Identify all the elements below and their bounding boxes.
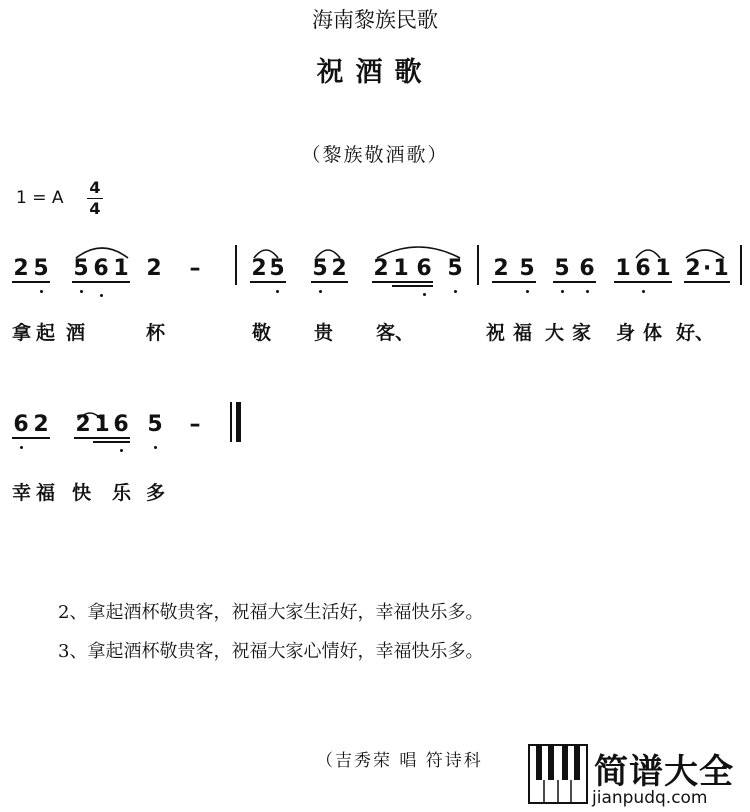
lyric: 杯 [146, 322, 166, 344]
lyric: 身 [616, 322, 636, 344]
lyric: 起 [36, 322, 56, 344]
note: 5 [519, 256, 535, 281]
note: 2 [75, 412, 91, 437]
beam [684, 281, 730, 283]
beam [614, 281, 672, 283]
note: 6 [93, 256, 109, 281]
note: 2 [493, 256, 509, 281]
time-denominator: 4 [89, 199, 101, 218]
lyric: 敬 [252, 322, 272, 344]
beam [12, 281, 50, 283]
time-numerator: 4 [89, 178, 101, 197]
note: – [189, 412, 201, 437]
beam [12, 437, 50, 439]
octave-dot [100, 294, 103, 297]
lyric: 拿 [12, 322, 32, 344]
lyric: 体 [643, 322, 663, 344]
note: 6 [635, 256, 651, 281]
octave-dot [154, 446, 157, 449]
note: 2 [685, 256, 701, 281]
watermark-domain: jianpudq.com [592, 788, 708, 808]
beam [72, 281, 130, 283]
final-bar-line [236, 402, 241, 442]
lyric: 幸 [12, 482, 32, 504]
octave-dot [80, 290, 83, 293]
note: 6 [579, 256, 595, 281]
octave-dot [642, 290, 645, 293]
note: 2 [146, 256, 162, 281]
beam [553, 281, 596, 283]
bar-line [235, 245, 237, 285]
lyric: 好、 [676, 322, 715, 344]
beam [93, 441, 130, 443]
song-origin: 海南黎族民歌 [312, 8, 438, 32]
note: 5 [33, 256, 49, 281]
octave-dot [20, 446, 23, 449]
lyric: 福 [513, 322, 533, 344]
bar-line [477, 245, 479, 285]
lyric: 祝 [486, 322, 506, 344]
octave-dot [423, 293, 426, 296]
piano-keys-icon [528, 744, 588, 804]
note: 1 [615, 256, 631, 281]
lyric: 客、 [376, 322, 415, 344]
note: 1 [713, 256, 729, 281]
lyric: 多 [146, 482, 166, 504]
lyric: 大 [545, 322, 565, 344]
lyric: 酒 [66, 322, 86, 344]
key-signature: 1 = A [16, 188, 64, 208]
note: – [189, 256, 201, 281]
site-logo [528, 744, 750, 812]
note: 2 [33, 412, 49, 437]
note: 1 [655, 256, 671, 281]
beam [250, 281, 286, 283]
octave-dot [586, 290, 589, 293]
octave-dot [561, 290, 564, 293]
note: 5 [554, 256, 570, 281]
bar-line [740, 245, 742, 285]
beam [492, 281, 536, 283]
octave-dot [454, 290, 457, 293]
lyric: 贵 [314, 322, 334, 344]
note: 2 [13, 256, 29, 281]
note: 6 [113, 412, 129, 437]
note: 1 [94, 412, 110, 437]
octave-dot [40, 290, 43, 293]
note: 5 [73, 256, 89, 281]
note: 2 [373, 256, 389, 281]
beam [74, 437, 130, 439]
performer-credit: （吉秀荣 唱 符诗科 [316, 751, 483, 771]
lyric: 家 [572, 322, 592, 344]
verse-3: 3、拿起酒杯敬贵客，祝福大家心情好，幸福快乐多。 [58, 641, 484, 662]
note: 6 [416, 256, 432, 281]
note: 1 [113, 256, 129, 281]
lyric: 福 [36, 482, 56, 504]
note: 2 [331, 256, 347, 281]
bar-line [230, 402, 232, 442]
note: · [702, 256, 712, 281]
time-signature [86, 178, 104, 219]
note: 5 [312, 256, 328, 281]
note: 5 [447, 256, 463, 281]
note: 5 [269, 256, 285, 281]
octave-dot [120, 449, 123, 452]
song-genre: （黎族敬酒歌） [301, 144, 449, 166]
lyric: 快 [72, 482, 92, 504]
beam [372, 281, 433, 283]
beam [392, 285, 433, 287]
octave-dot [526, 290, 529, 293]
note: 2 [251, 256, 267, 281]
note: 5 [147, 412, 163, 437]
song-title: 祝酒歌 [316, 57, 434, 88]
note: 6 [13, 412, 29, 437]
watermark-brand: 简谱大全 [594, 752, 734, 792]
note: 1 [393, 256, 409, 281]
octave-dot [276, 290, 279, 293]
octave-dot [319, 290, 322, 293]
beam [311, 281, 348, 283]
lyric: 乐 [112, 482, 132, 504]
verse-2: 2、拿起酒杯敬贵客，祝福大家生活好，幸福快乐多。 [58, 602, 484, 623]
